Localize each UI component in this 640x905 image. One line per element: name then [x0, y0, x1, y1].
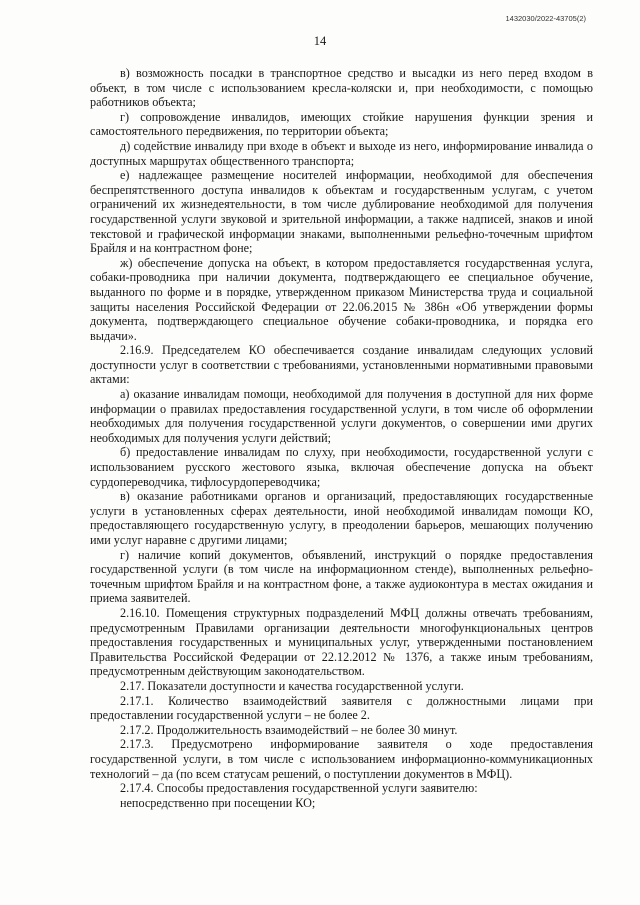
paragraph-g-escort: г) сопровождение инвалидов, имеющих стойкие нарушения функции зрения и самостоятельного передвижения, по территории объекта;: [90, 109, 593, 139]
paragraph-v-staff-help: в) оказание работниками органов и организаций, предоставляющих государственные услуги в установленных сферах деятельности, иной необходимой инвалидам помощи КО, предоставляющего государственную услугу, в преодолении барьеров, мешающих получению ими услуг наравне с другими лицами;: [90, 489, 593, 547]
paragraph-2-17-3: 2.17.3. Предусмотрено информирование заявителя о ходе предоставления государственной услуги, в том числе с использованием информационно-коммуникационных технологий – да (по всем статусам решений, о поступлении документов в МФЦ).: [90, 737, 593, 781]
paragraph-d-assistance: д) содействие инвалиду при входе в объект и выходе из него, информирование инвалида о доступных маршрутах общественного транспорта;: [90, 138, 593, 168]
paragraph-g-documents: г) наличие копий документов, объявлений, инструкций о порядке предоставления государственной услуги (в том числе на информационном стенде), выполненных рельефно-точечным шрифтом Брайля и на контрастном фоне, а также аудиоконтура в местах ожидания и приема заявителей.: [90, 547, 593, 606]
paragraph-a-help: а) оказание инвалидам помощи, необходимой для получения в доступной для них форме информации о правилах предоставления государственной услуги, в том числе об оформлении необходимых для получения государственной услуги документов, о совершении ими других необходимых для получения услуги действий;: [90, 387, 593, 445]
paragraph-e-information-placement: е) надлежащее размещение носителей информации, необходимой для обеспечения беспрепятственного доступа инвалидов к объектам и государственным услугам, с учетом ограничений их жизнедеятельности, в том числе дублирование необходимой для получения государственной услуги звуковой и зрительной информации, а также надписей, знаков и иной текстовой и графической информации знаками, выполненными рельефно-точечным шрифтом Брайля и на контрастном фоне;: [90, 168, 593, 256]
paragraph-direct-visit: непосредственно при посещении КО;: [120, 795, 316, 810]
paragraph-2-17-2: 2.17.2. Продолжительность взаимодействий – не более 30 минут.: [120, 722, 458, 737]
paragraph-b-sign-language: б) предоставление инвалидам по слуху, при необходимости, государственной услуги с использованием русского жестового языка, включая обеспечение допуска на объект сурдопереводчика, тифлосурдопереводчика;: [90, 445, 593, 489]
paragraph-2-17: 2.17. Показатели доступности и качества государственной услуги.: [120, 678, 464, 693]
paragraph-2-16-9: 2.16.9. Председателем КО обеспечивается создание инвалидам следующих условий доступности услуг в соответствии с требованиями, установленными нормативными правовыми актами:: [90, 343, 593, 387]
document-body: [90, 66, 593, 810]
paragraph-2-17-4: 2.17.4. Способы предоставления государственной услуги заявителю:: [120, 781, 478, 796]
paragraph-2-17-1: 2.17.1. Количество взаимодействий заявителя с должностными лицами при предоставлении государственной услуги – не более 2.: [90, 693, 593, 723]
paragraph-zh-guide-dog: ж) обеспечение допуска на объект, в котором предоставляется государственная услуга, собаки-проводника при наличии документа, подтверждающего ее специальное обучение, выданного по форме и в порядке, утвержденном приказом Министерства труда и социальной защиты населения Российской Федерации от 22.06.2015 № 386н «Об утверждении формы документа, подтверждающего специальное обучение собаки-проводника, и порядка его выдачи».: [90, 255, 593, 343]
document-registration-number: 1432030/2022-43705(2): [505, 14, 586, 23]
page-number: 14: [313, 34, 327, 48]
paragraph-2-16-10: 2.16.10. Помещения структурных подразделений МФЦ должны отвечать требованиям, предусмотренным Правилами организации деятельности многофункциональных центров предоставления государственных и муниципальных услуг, утвержденными постановлением Правительства Российской Федерации от 22.12.2012 № 1376, а также иным требованиям, предусмотренным действующим законодательством.: [90, 605, 593, 679]
paragraph-v-boarding: в) возможность посадки в транспортное средство и высадки из него перед входом в объект, в том числе с использованием кресла-коляски и, при необходимости, с помощью работников объекта;: [90, 66, 593, 110]
